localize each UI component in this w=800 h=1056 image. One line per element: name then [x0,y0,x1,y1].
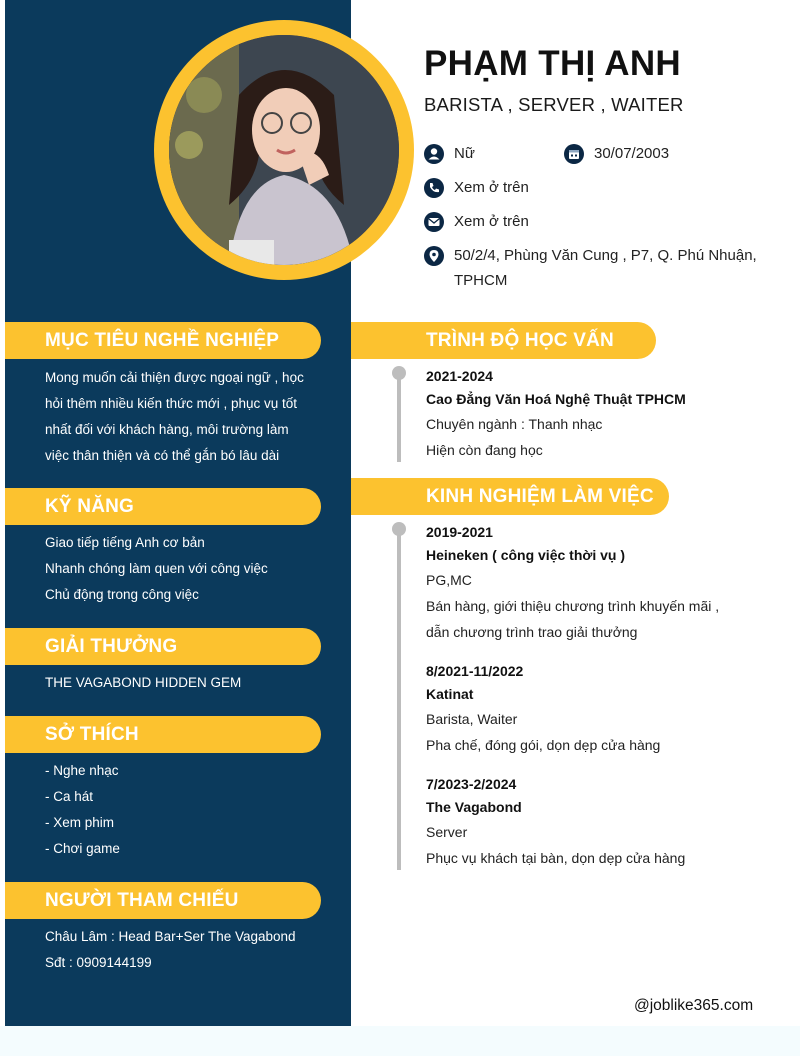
job-description: dẫn chương trình trao giải thưởng [426,624,638,640]
hobbies-list [45,758,120,862]
awards-list [45,670,241,696]
objective-line: hỏi thêm nhiều kiến thức mới , phục vụ tốt [45,396,298,411]
education-school: Cao Đẳng Văn Hoá Nghệ Thuật TPHCM [426,391,686,407]
mail-icon [424,212,444,232]
experience-timeline-dot [392,522,406,536]
objective-text [45,365,321,469]
experience-heading: KINH NGHIỆM LÀM VIỆC [426,486,654,507]
job-description: Bán hàng, giới thiệu chương trình khuyến mãi , [426,598,720,614]
hobby-item: - Ca hát [45,789,94,804]
phone-value: Xem ở trên [454,179,529,196]
job-description: Phục vụ khách tại bàn, dọn dẹp cửa hàng [426,850,686,866]
job-role: Barista, Waiter [426,711,518,727]
gender-row [424,141,564,166]
birthday-value: 30/07/2003 [594,145,670,162]
education-heading: TRÌNH ĐỘ HỌC VẤN [426,330,614,351]
email-value: Xem ở trên [454,213,529,230]
address-line-2: TPHCM [454,272,508,289]
watermark: @joblike365.com [634,997,754,1014]
awards-heading: GIẢI THƯỞNG [45,636,178,657]
skill-item: Nhanh chóng làm quen với công việc [45,561,268,576]
job-role: Server [426,824,468,840]
education-status: Hiện còn đang học [426,442,543,458]
objective-heading: MỤC TIÊU NGHỀ NGHIỆP [45,330,280,351]
email-row [424,209,624,234]
skills-list [45,530,268,608]
skill-item: Giao tiếp tiếng Anh cơ bản [45,535,205,550]
location-pin-icon [424,246,444,266]
job-company: Katinat [426,686,474,702]
objective-line: việc thân thiện và có thể gắn bó lâu dài [45,448,280,463]
phone-icon [424,178,444,198]
education-timeline-dot [392,366,406,380]
phone-row [424,175,624,200]
references-heading: NGƯỜI THAM CHIẾU [45,890,239,911]
hobby-item: - Chơi game [45,841,120,856]
skill-item: Chủ động trong công việc [45,587,199,602]
gender-value: Nữ [454,145,475,162]
experience-timeline [397,528,401,870]
hobby-item: - Xem phim [45,815,115,830]
hobby-item: - Nghe nhạc [45,763,119,778]
education-period: 2021-2024 [426,368,493,384]
birthday-row [564,141,714,166]
skills-heading: KỸ NĂNG [45,496,135,517]
calendar-icon [564,144,584,164]
job-role: PG,MC [426,572,472,588]
avatar [169,35,399,265]
job-company: The Vagabond [426,799,522,815]
address-row [424,243,784,293]
avatar-photo-icon [169,35,399,265]
hobbies-heading: SỞ THÍCH [45,724,139,745]
education-major: Chuyên ngành : Thanh nhạc [426,416,603,432]
job-description: Pha chế, đóng gói, dọn dẹp cửa hàng [426,737,661,753]
references-list [45,924,296,976]
reference-item: Châu Lâm : Head Bar+Ser The Vagabond [45,929,296,944]
user-icon [424,144,444,164]
education-timeline [397,372,401,462]
objective-line: Mong muốn cải thiện được ngoại ngữ , học [45,370,304,385]
address-line-1: 50/2/4, Phùng Văn Cung , P7, Q. Phú Nhuận, [454,247,757,264]
job-period: 2019-2021 [426,524,493,540]
job-period: 7/2023-2/2024 [426,776,517,792]
job-title: BARISTA , SERVER , WAITER [424,94,684,115]
award-item: THE VAGABOND HIDDEN GEM [45,675,242,690]
candidate-name: PHẠM THỊ ANH [424,44,682,83]
reference-item: Sđt : 0909144199 [45,955,152,970]
objective-line: nhất đối với khách hàng, môi trường làm [45,422,289,437]
job-company: Heineken ( công việc thời vụ ) [426,547,625,563]
job-period: 8/2021-11/2022 [426,663,524,679]
